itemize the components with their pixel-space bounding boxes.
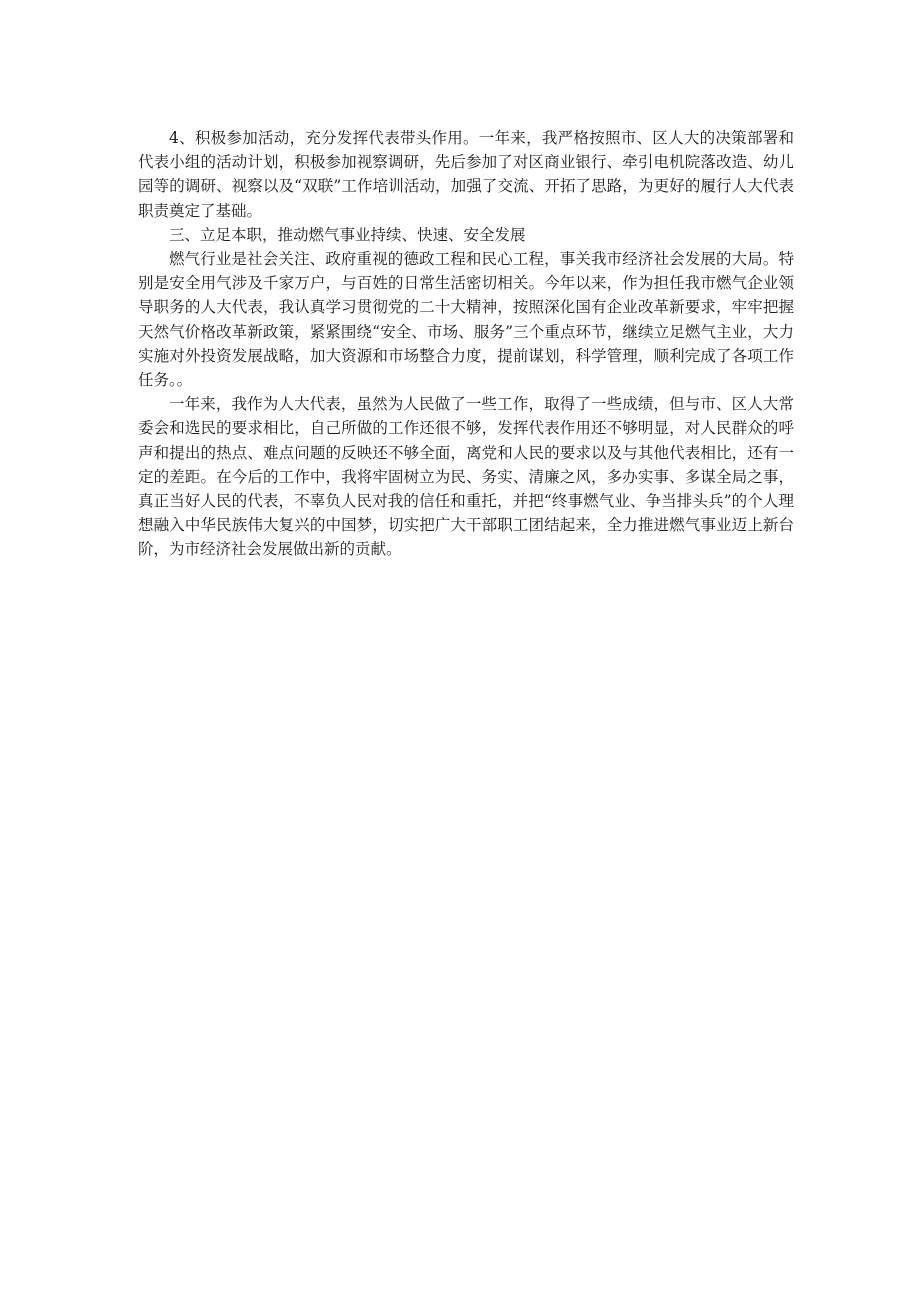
document-body <box>138 126 794 562</box>
paragraph-conclusion: 一年来，我作为人大代表，虽然为人民做了一些工作，取得了一些成绩，但与市、区人大常委会和选民的要求相比，自己所做的工作还很不够，发挥代表作用还不够明显，对人民群众的呼声和提出的热点、难点问题的反映还不够全面，离党和人民的要求以及与其他代表相比，还有一定的差距。在今后的工作中，我将牢固树立为民、务实、清廉之风，多办实事、多谋全局之事，真正当好人民的代表，不辜负人民对我的信任和重托，并把“终事燃气业、争当排头兵”的个人理想融入中华民族伟大复兴的中国梦，切实把广大干部职工团结起来，全力推进燃气事业迈上新台阶，为市经济社会发展做出新的贡献。 <box>138 395 794 559</box>
paragraph-gas-industry: 燃气行业是社会关注、政府重视的德政工程和民心工程，事关我市经济社会发展的大局。特别是安全用气涉及千家万户，与百姓的日常生活密切相关。今年以来，作为担任我市燃气企业领导职务的人大代表，我认真学习贯彻党的二十大精神，按照深化国有企业改革新要求，牢牢把握天然气价格改革新政策，紧紧围绕“安全、市场、服务”三个重点环节，继续立足燃气主业，大力实施对外投资发展战略，加大资源和市场整合力度，提前谋划，科学管理，顺利完成了各项工作任务。。 <box>138 250 794 390</box>
section-heading-gas-industry: 三、立足本职，推动燃气事业持续、快速、安全发展 <box>169 225 526 244</box>
paragraph-activities: 4、积极参加活动，充分发挥代表带头作用。一年来，我严格按照市、区人大的决策部署和代表小组的活动计划，积极参加视察调研，先后参加了对区商业银行、牵引电机院落改造、幼儿园等的调研、视察以及“双联”工作培训活动，加强了交流、开拓了思路，为更好的履行人大代表职责奠定了基础。 <box>138 129 794 220</box>
